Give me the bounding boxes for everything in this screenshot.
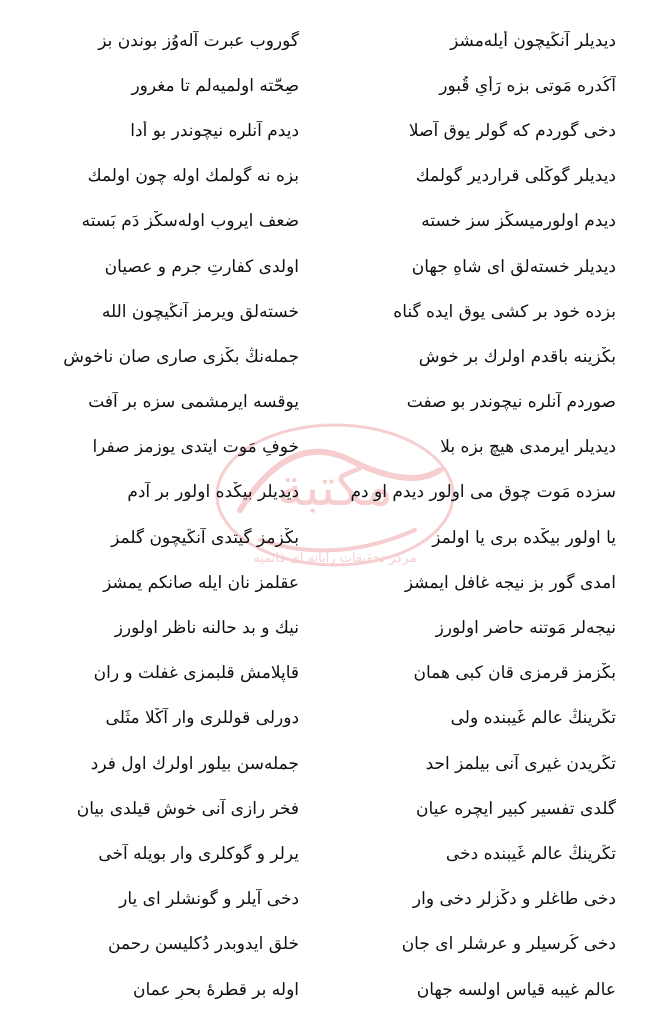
verse-row: [0, 605, 664, 650]
verse-row: [0, 470, 664, 515]
verse-right-hemistich: بکْزینە باقدم اولرك بر خوش: [418, 346, 616, 367]
verse-row: [0, 334, 664, 379]
watermark-logo-text: مكتبة: [277, 458, 393, 518]
verse-left-hemistich: جملەنڭ بکْزی صاری صان ناخوش: [63, 346, 300, 367]
verse-right-hemistich: تڭرینڭ عالمِ غَیبندە ولی: [450, 708, 616, 729]
verse-row: [0, 18, 664, 63]
verse-row: [0, 922, 664, 967]
verse-left-hemistich: قاپلامش قلبمزی غفلت و ران: [93, 663, 300, 684]
verse-left-hemistich: عقلمز نان ایلە صانکم یمشز: [103, 572, 300, 593]
verse-right-hemistich: دخی گوردم کە گولر یوق آصلا: [408, 120, 616, 141]
verse-left-hemistich: خستەلق ویرمز آنڭیچون الله: [101, 301, 300, 322]
verse-row: [0, 108, 664, 153]
verse-right-hemistich: آکُدرە مَوتی بزە رَأیِ قُبور: [439, 75, 616, 96]
verse-row: [0, 560, 664, 605]
verse-right-hemistich: دخی طاغلر و دکْزلر دخی وار: [412, 889, 616, 910]
verse-right-hemistich: عالمِ غیبە قیاس اولسە جهان: [416, 979, 616, 1000]
watermark-tagline: مرکز تحقیقات رایانه ای قائمیه: [253, 551, 417, 566]
verse-right-hemistich: دیدم اولورمیسکْز سز خستە: [421, 211, 616, 232]
verse-row: [0, 425, 664, 470]
verse-left-hemistich: صِحّتە اولمیەلم تا مغرور: [131, 75, 300, 96]
verse-right-hemistich: دیدیلر گوکْلی قراردیر گولمك: [415, 166, 616, 187]
verse-left-hemistich: جملەسن بیلور اولرك اول فرد: [90, 753, 300, 774]
verse-left-hemistich: اولە بر قطرۀ بحرِ عمان: [132, 979, 300, 1000]
verse-right-hemistich: دیدیلر ایرمدی هیچ بزە بلا: [440, 437, 616, 458]
verse-row: [0, 651, 664, 696]
verse-row: [0, 289, 664, 334]
verse-left-hemistich: یرلر و گوکلری وار بویلە آخی: [98, 843, 300, 864]
verse-row: [0, 154, 664, 199]
verse-row: [0, 786, 664, 831]
verse-row: [0, 244, 664, 289]
verse-left-hemistich: خوفِ مَوت ایتدی یوزمز صفرا: [92, 437, 300, 458]
poem-verses: [0, 18, 664, 1008]
verse-right-hemistich: امدی گور بز نیجە غافل ایمشز: [404, 572, 616, 593]
verse-left-hemistich: دیدیلر بیکْدە اولور بر آدم: [127, 482, 300, 503]
verse-left-hemistich: نیك و بد حالنە ناظر اولورز: [114, 618, 300, 639]
verse-left-hemistich: خلق ایدوبدر دُکلیسن رحمن: [108, 934, 300, 955]
verse-left-hemistich: گوروب عبرت آلەوُز بوندن بز: [98, 30, 300, 51]
verse-right-hemistich: تڭریدن غیری آنی بیلمز احد: [425, 753, 616, 774]
verse-row: [0, 877, 664, 922]
verse-right-hemistich: صوردم آنلرە نیچوندر بو صفت: [406, 392, 616, 413]
verse-left-hemistich: دورلی قوللری وار آکْلا مثَلی: [105, 708, 300, 729]
verse-right-hemistich: بزدە خود بر کشی یوق ایدە گناه: [393, 301, 616, 322]
verse-row: [0, 741, 664, 786]
verse-left-hemistich: یوقسە ایرمشمی سزە بر آفت: [88, 392, 300, 413]
verse-right-hemistich: یا اولور بیکْدە بری یا اولمز: [432, 527, 616, 548]
verse-row: [0, 515, 664, 560]
verse-left-hemistich: فخر رازی آنی خوش قیلدی بیان: [76, 798, 300, 819]
verse-right-hemistich: گلدی تفسیر کبیر ایچرە عیان: [416, 798, 616, 819]
verse-left-hemistich: دخی آیلر و گونشلر ای یار: [119, 889, 300, 910]
verse-left-hemistich: بکْزمز گیتدی آنڭیچون گلمز: [111, 527, 300, 548]
verse-row: [0, 696, 664, 741]
verse-right-hemistich: تڭرینڭ عالمِ غَیبندە دخی: [445, 843, 616, 864]
verse-row: [0, 831, 664, 876]
verse-right-hemistich: نیجەلر مَوتنە حاضر اولورز: [435, 618, 616, 639]
verse-row: [0, 967, 664, 1012]
verse-row: [0, 380, 664, 425]
verse-right-hemistich: دخی کُرسیلر و عرشلر ای جان: [401, 934, 616, 955]
verse-left-hemistich: دیدم آنلرە نیچوندر بو أدا: [130, 120, 300, 141]
verse-left-hemistich: ضعف ایروب اولەسکْز دَم بَستە: [81, 211, 300, 232]
verse-right-hemistich: بکْزمز قرمزی قان کبی همان: [413, 663, 616, 684]
verse-row: [0, 199, 664, 244]
verse-right-hemistich: دیدیلر آنڭیچون أیلەمشز: [450, 30, 616, 51]
verse-left-hemistich: اولدی کفارتِ جرم و عصیان: [104, 256, 300, 277]
verse-right-hemistich: دیدیلر خستەلق ای شاهِ جهان: [411, 256, 616, 277]
verse-right-hemistich: سزدە مَوت چوق می اولور دیدم او دم: [350, 482, 616, 503]
verse-left-hemistich: بزە نە گولمك اولە چون اولمك: [87, 166, 300, 187]
verse-row: [0, 63, 664, 108]
